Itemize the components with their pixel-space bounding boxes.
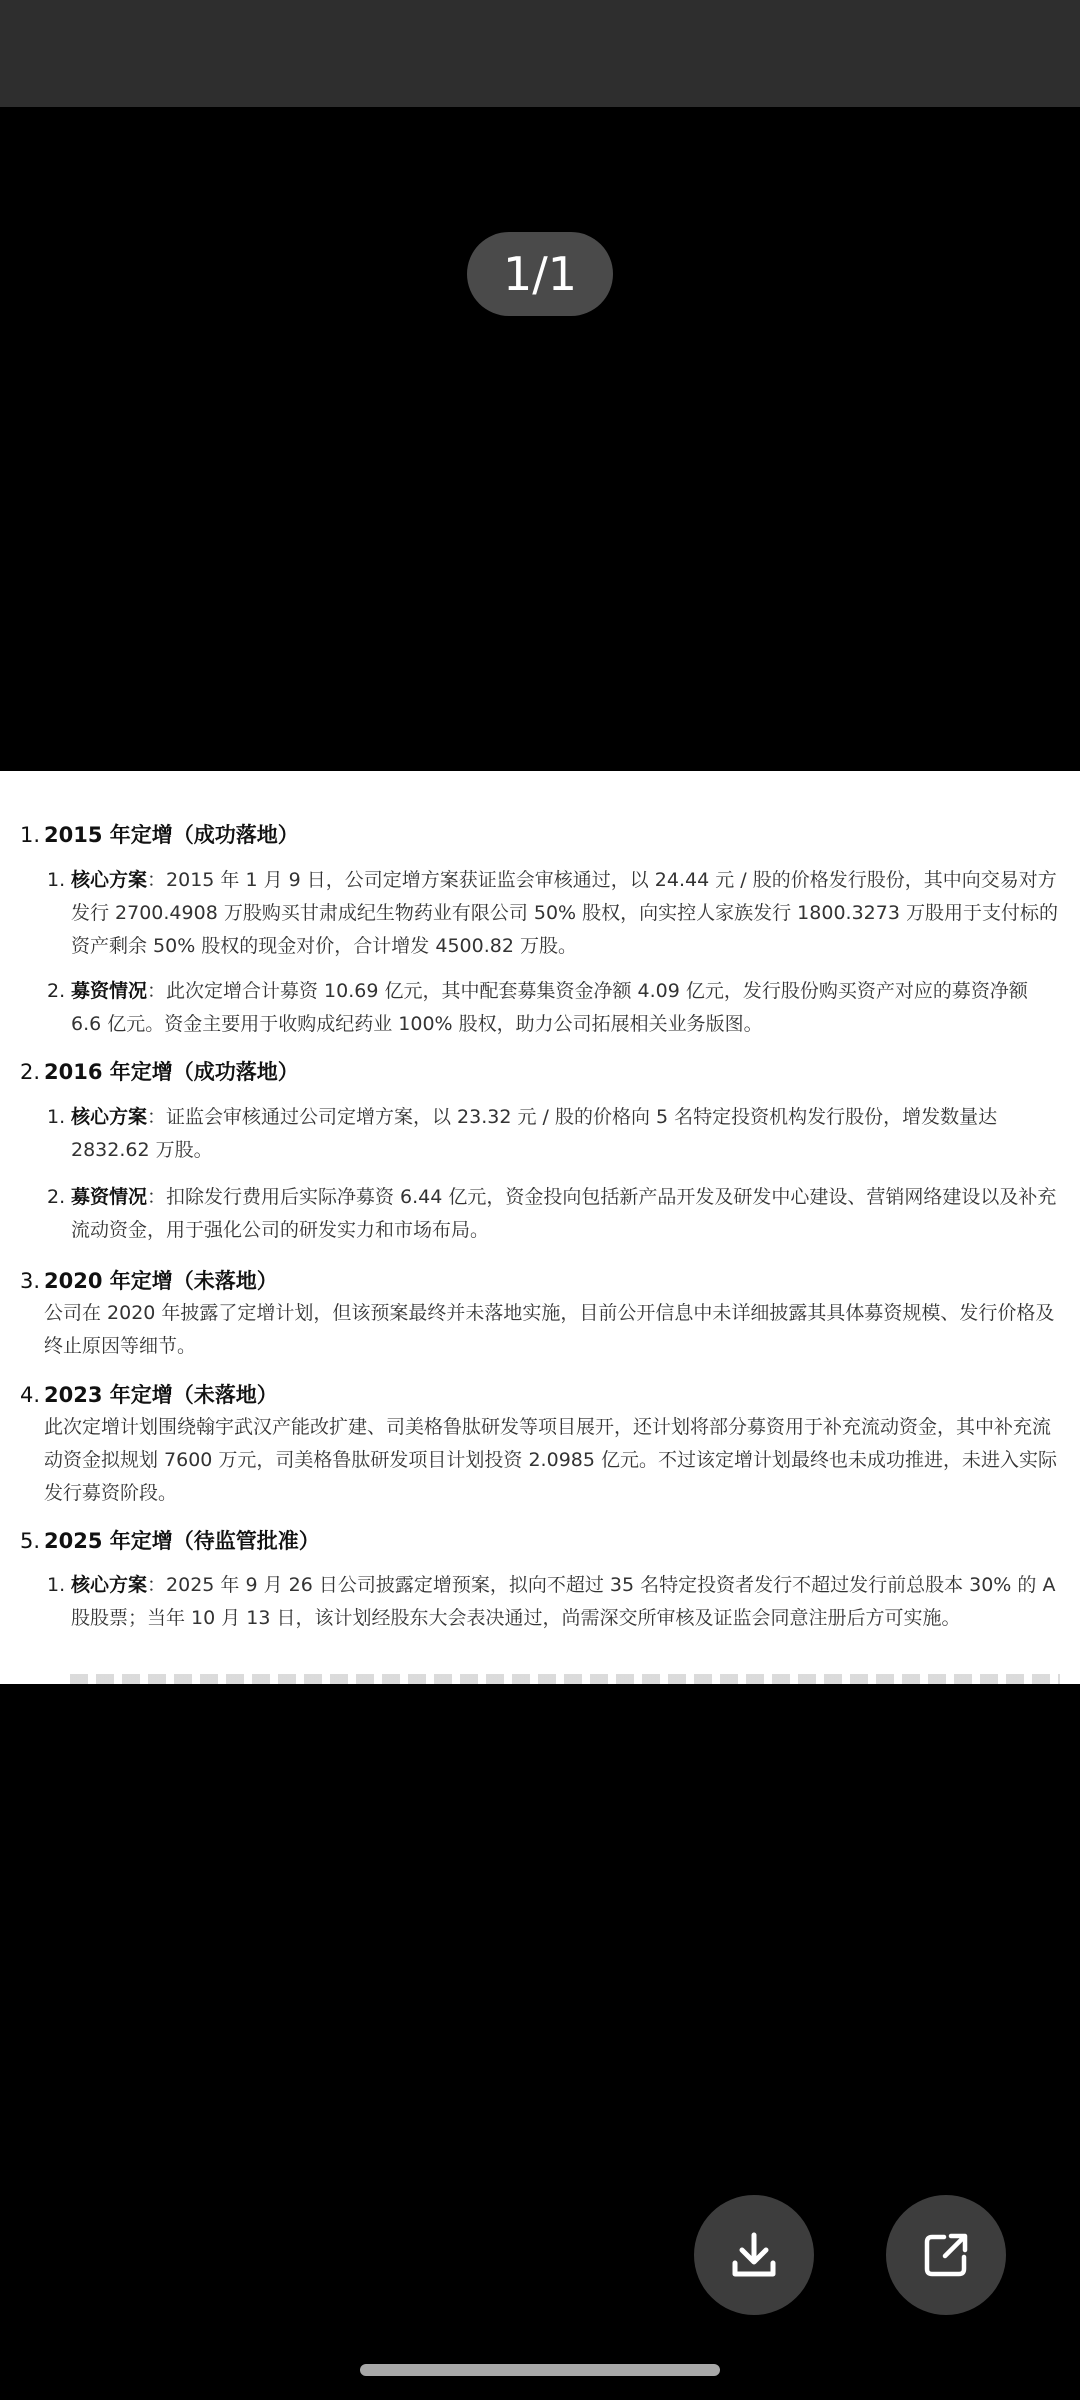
section-title: 2025 年定增（待监管批准）	[44, 1529, 320, 1553]
item-label: 核心方案	[71, 1574, 148, 1596]
item-number: 1.	[47, 869, 66, 891]
section-heading	[20, 1379, 278, 1409]
section-title: 2015 年定增（成功落地）	[44, 823, 299, 847]
item-label: 募资情况	[71, 1186, 148, 1208]
section-number: 5.	[20, 1529, 41, 1553]
section-number: 3.	[20, 1269, 41, 1293]
download-button[interactable]	[694, 2195, 814, 2315]
home-indicator[interactable]	[360, 2364, 720, 2376]
section-number: 1.	[20, 823, 41, 847]
section-title: 2016 年定增（成功落地）	[44, 1060, 299, 1084]
item-text: ：2025 年 9 月 26 日公司披露定增预案，拟向不超过 35 名特定投资者发行不超过发行前总股本 30% 的 A 股股票；当年 10 月 13 日，该计划经股东大会表决通过，尚需深交所审核及证监会同意注册后方可实施。	[71, 1574, 1056, 1629]
item-number: 1.	[47, 1574, 66, 1596]
section-paragraph: 公司在 2020 年披露了定增计划，但该预案最终并未落地实施，目前公开信息中未详细披露其具体募资规模、发行价格及终止原因等细节。	[44, 1302, 1055, 1357]
section-heading	[20, 1525, 320, 1555]
list-item	[47, 975, 1062, 1041]
section-title: 2020 年定增（未落地）	[44, 1269, 278, 1293]
share-icon	[918, 2227, 974, 2283]
section-heading	[20, 1265, 278, 1295]
item-text: ：此次定增合计募资 10.69 亿元，其中配套募集资金净额 4.09 亿元，发行股份购买资产对应的募资净额 6.6 亿元。资金主要用于收购成纪药业 100% 股权，助力公司拓展相关业务版图。	[71, 980, 1028, 1035]
list-item	[47, 864, 1062, 963]
cut-off-text-line	[70, 1674, 1060, 1684]
list-item	[47, 1569, 1062, 1635]
item-number: 1.	[47, 1106, 66, 1128]
section-paragraph: 此次定增计划围绕翰宇武汉产能改扩建、司美格鲁肽研发等项目展开，还计划将部分募资用于补充流动资金，其中补充流动资金拟规划 7600 万元，司美格鲁肽研发项目计划投资 2.0985 亿元。不过该定增计划最终也未成功推进，未进入实际发行募资阶段。	[44, 1416, 1057, 1504]
item-label: 核心方案	[71, 869, 148, 891]
section-heading	[20, 1056, 299, 1086]
item-text: ：证监会审核通过公司定增方案，以 23.32 元 / 股的价格向 5 名特定投资机构发行股份，增发数量达 2832.62 万股。	[71, 1106, 998, 1161]
share-button[interactable]	[886, 2195, 1006, 2315]
list-item	[47, 1101, 1062, 1167]
status-bar	[0, 0, 1080, 107]
item-label: 核心方案	[71, 1106, 148, 1128]
download-icon	[726, 2227, 782, 2283]
item-number: 2.	[47, 1186, 66, 1208]
section-number: 4.	[20, 1383, 41, 1407]
item-text: ：2015 年 1 月 9 日，公司定增方案获证监会审核通过，以 24.44 元 / 股的价格发行股份，其中向交易对方发行 2700.4908 万股购买甘肃成纪生物药业有限公司 50% 股权，向实控人家族发行 1800.3273 万股用于支付标的资产剩余 50% 股权的现金对价，合计增发 4500.82 万股。	[71, 869, 1058, 957]
section-title: 2023 年定增（未落地）	[44, 1383, 278, 1407]
item-text: ：扣除发行费用后实际净募资 6.44 亿元，资金投向包括新产品开发及研发中心建设、营销网络建设以及补充流动资金，用于强化公司的研发实力和市场布局。	[71, 1186, 1057, 1241]
page-counter: 1/1	[467, 232, 613, 316]
list-item	[47, 1181, 1062, 1247]
item-label: 募资情况	[71, 980, 148, 1002]
section-heading	[20, 819, 299, 849]
section-number: 2.	[20, 1060, 41, 1084]
document-image	[0, 771, 1080, 1684]
item-number: 2.	[47, 980, 66, 1002]
